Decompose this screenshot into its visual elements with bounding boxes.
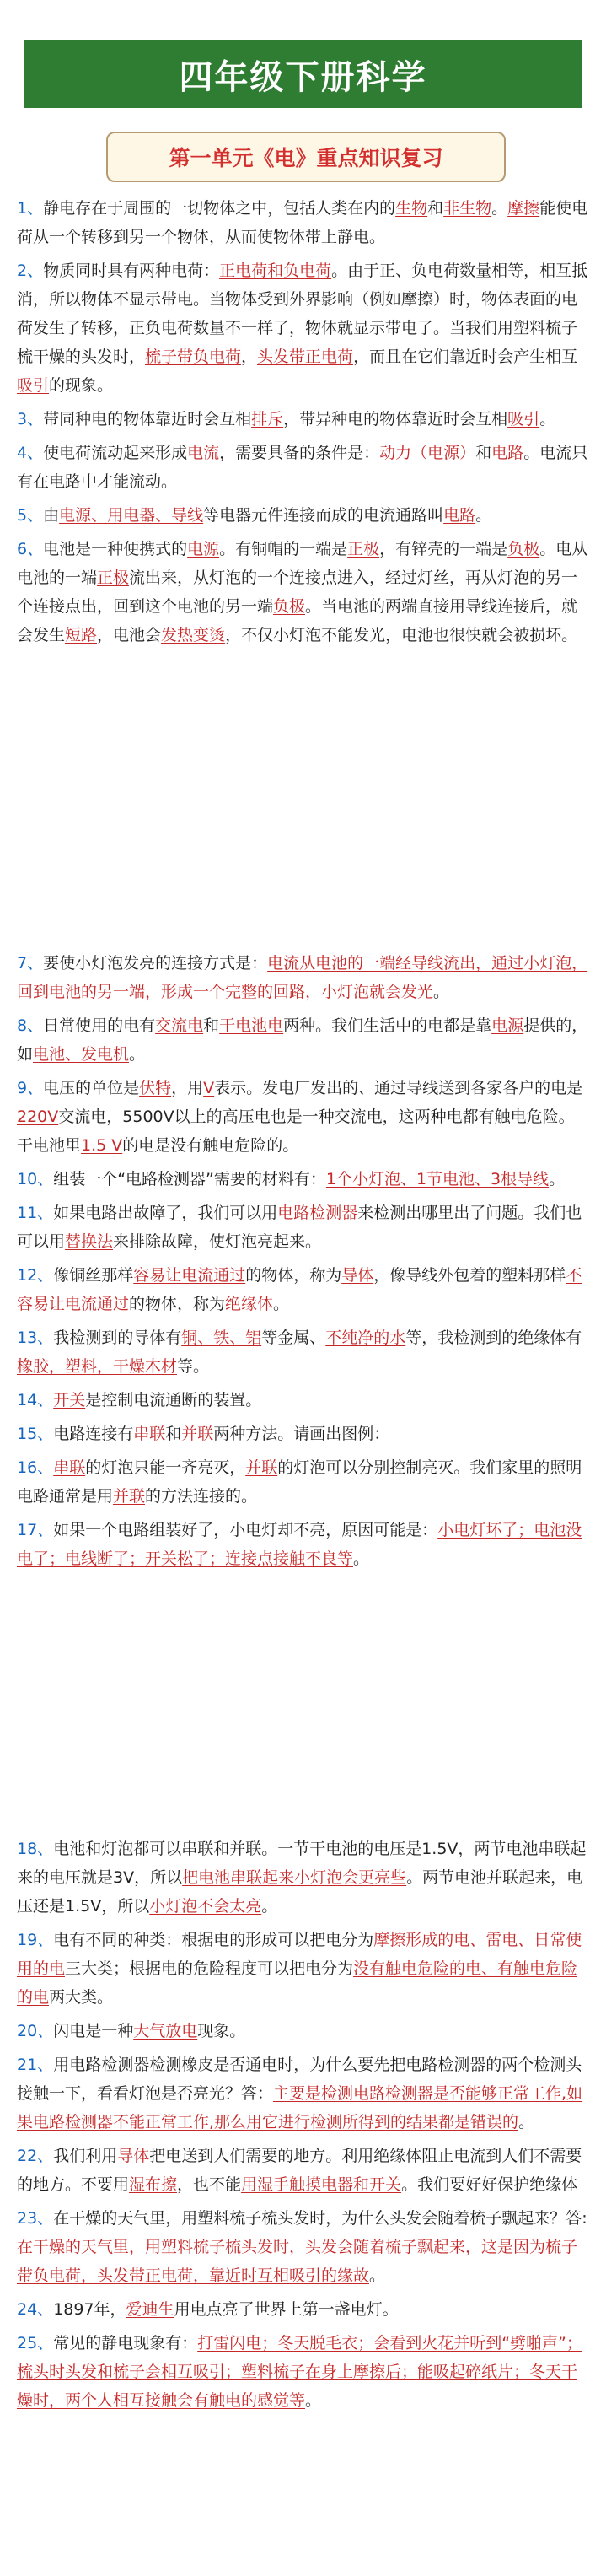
knowledge-item [17,949,590,1006]
item-text: 两大类。 [49,1988,114,2007]
item-number: 8、 [17,1016,44,1035]
item-text: 组装一个“电路检测器”需要的材料有： [53,1170,326,1188]
item-number: 18、 [17,1840,54,1858]
item-text: 如果电路出故障了，我们可以用 [53,1204,278,1222]
key-term: V [203,1079,215,1097]
knowledge-item [17,1199,590,1256]
item-text: 1897年， [53,2300,126,2319]
knowledge-item [17,2295,590,2324]
item-text: 的物体，称为 [245,1266,342,1285]
item-number: 17、 [17,1521,54,1539]
item-text: ，用 [171,1079,204,1097]
key-term: 没有触电危险的电、有触电危险的电 [17,1959,578,2007]
item-text: 。 [353,1549,370,1568]
item-text: 等金属、 [261,1328,326,1347]
key-term: 电源 [187,540,220,558]
key-term: 正极 [347,540,380,558]
key-term: 开关 [53,1391,86,1409]
page-title: 四年级下册科学 [179,57,427,97]
item-text: 。我们要好好保护绝缘体 [401,2175,578,2194]
item-text: 两种方法。请画出图例： [213,1425,390,1443]
item-number: 15、 [17,1425,54,1443]
key-term: 摩擦 [507,199,540,218]
item-number: 19、 [17,1931,54,1949]
knowledge-item [17,1074,590,1160]
knowledge-item [17,1386,590,1415]
key-term: 220V [17,1107,59,1126]
item-text: 在干燥的天气里，用塑料梳子梳头发时，为什么头发会随着梳子飘起来？答: [53,2209,587,2228]
item-number: 23、 [17,2209,54,2228]
item-text: 和 [475,444,492,462]
key-term: 电路检测器 [277,1204,358,1222]
key-term: 交流电 [155,1016,204,1035]
knowledge-item [17,535,590,649]
item-text: 电压的单位是 [43,1079,140,1097]
item-text: 能使电荷从一个转移到另一个物体，从而使物体带上静电。 [17,199,588,246]
key-term: 正电荷和负电荷 [219,261,332,280]
item-text: 两种。我们生活中的电都是靠 [283,1016,492,1035]
key-term: 1个小灯泡、1节电池、3根导线 [325,1170,550,1188]
item-text: 日常使用的电有 [43,1016,156,1035]
knowledge-item [17,194,590,251]
key-term: 短路 [65,626,98,644]
item-text: 三大类；根据电的危险程度可以把电分为 [65,1959,354,1978]
knowledge-item [17,2051,590,2137]
key-term: 绝缘体 [225,1295,274,1313]
item-text: 。 [539,410,556,428]
item-text: 用电点亮了世界上第一盏电灯。 [174,2300,399,2319]
key-term: 伏特 [139,1079,172,1097]
item-text: ，不仅小灯泡不能发光，电池也很快就会被损坏。 [225,626,578,644]
item-text: 等。 [177,1357,210,1376]
item-text: 常见的静电现象有： [53,2334,198,2352]
item-text: 和 [203,1016,220,1035]
item-text: 。 [129,1045,146,1064]
item-text: ，有锌壳的一端是 [379,540,508,558]
item-text: ，也不能 [177,2175,242,2194]
item-text: 等，我检测到的绝缘体有 [405,1328,582,1347]
key-term: 并联 [181,1425,214,1443]
item-text: 用电路检测器检测橡皮是否通电时，为什么要先把电路检测器的两个检测头接触一下，看看灯泡是否亮光？答： [17,2056,582,2103]
knowledge-item [17,1261,590,1318]
key-term: 电流从电池的一端经导线流出，通过小灯泡，回到电池的另一端，形成一个完整的回路，小灯泡就会发光 [17,954,588,1001]
knowledge-item [17,405,590,434]
knowledge-item [17,1011,590,1069]
knowledge-item [17,1835,590,1921]
knowledge-item [17,256,590,400]
key-term: 小灯泡不会太亮 [149,1897,262,1916]
knowledge-item [17,2142,590,2199]
item-text: 来排除故障，使灯泡亮起来。 [113,1232,322,1251]
key-term: 正极 [97,569,130,587]
item-number: 20、 [17,2022,54,2040]
item-text: 等电器元件连接而成的电流通路叫 [203,506,444,525]
item-text: 要使小灯泡发亮的连接方式是： [43,954,268,973]
item-text: 。 [273,1295,290,1313]
item-number: 3、 [17,410,44,428]
item-text: 的现象。 [49,376,114,395]
key-term: 负极 [507,540,540,558]
item-text: 表示。发电厂发出的、通过导线送到各家各户的电是 [214,1079,583,1097]
item-text: ，电池会 [97,626,162,644]
item-text: 现象。 [197,2022,246,2040]
key-term: 梳子带负电荷 [145,348,242,366]
key-term: 吸引 [507,410,540,428]
item-text: 。 [433,983,450,1001]
key-term: 电池、发电机 [33,1045,130,1064]
key-term: 干电池电 [219,1016,284,1035]
item-text: 的灯泡可以分别控制亮灭。我们家里的照明电路通常是用 [17,1458,582,1506]
item-number: 9、 [17,1079,44,1097]
key-term: 导体 [341,1266,374,1285]
knowledge-item [17,1323,590,1381]
item-number: 16、 [17,1458,54,1477]
item-text: 提供的，如 [17,1016,588,1064]
key-term: 爱迪生 [126,2300,174,2319]
item-text: 物质同时具有两种电荷： [43,261,220,280]
key-term: 并联 [245,1458,278,1477]
item-text: 。由于正、负电荷数量相等，相互抵消，所以物体不显示带电。当物体受到外界影响（例如摩擦）时，物体表面的电荷发生了转移，正负电荷数量不一样了，物体就显示带电了。当我们用塑料梳子梳干燥的头发时， [17,261,588,366]
knowledge-list-section-3 [17,1835,590,2420]
knowledge-item [17,2017,590,2045]
item-text: ，需要具备的条件是： [219,444,380,462]
item-text: 交流电，5500V以上的高压电也是一种交流电，这两种电都有触电危险。干电池里 [17,1107,575,1155]
item-text: 。 [549,1170,566,1188]
item-text: 静电存在于周围的一切物体之中，包括人类在内的 [43,199,396,218]
key-term: 铜、铁、铝 [181,1328,262,1347]
item-text: 。 [475,506,492,525]
item-text: ，而且在它们靠近时会产生相互 [353,348,578,366]
key-term: 摩擦形成的电、雷电、日常使用的电 [17,1931,582,1978]
item-text: 我们利用 [53,2147,118,2165]
knowledge-item [17,1926,590,2012]
item-text: 带同种电的物体靠近时会互相 [43,410,252,428]
key-term: 并联 [113,1487,146,1506]
item-text: 和 [165,1425,182,1443]
item-text: 如果一个电路组装好了，小电灯却不亮，原因可能是： [53,1521,438,1539]
item-text: 。 [369,2266,386,2285]
item-number: 24、 [17,2300,54,2319]
item-number: 10、 [17,1170,54,1188]
item-text: ， [241,348,258,366]
item-text: 是控制电流通断的装置。 [85,1391,262,1409]
key-term: 电流 [187,444,220,462]
key-term: 导体 [117,2147,150,2165]
key-term: 电路 [491,444,524,462]
item-text: 我检测到的导体有 [53,1328,182,1347]
item-text: 。电从电池的一端 [17,540,588,587]
item-text: 的方法连接的。 [145,1487,258,1506]
item-number: 25、 [17,2334,54,2352]
key-term: 把电池串联起来小灯泡会更亮些 [182,1868,407,1887]
title-banner [24,40,582,108]
key-term: 负极 [273,597,306,616]
item-text: 。当电池的两端直接用导线连接后，就会发生 [17,597,578,644]
key-term: 不容易让电流通过 [17,1266,582,1313]
item-number: 11、 [17,1204,54,1222]
item-text: 电池和灯泡都可以串联和并联。一节干电池的电压是1.5V，两节电池串联起来的电压就是3V，所以 [17,1840,587,1887]
item-text: 。两节电池并联起来，电压还是1.5V，所以 [17,1868,583,1916]
knowledge-item [17,1420,590,1448]
key-term: 小电灯坏了；电池没电了；电线断了；开关松了；连接点接触不良等 [17,1521,582,1568]
item-text: 由 [43,506,60,525]
page-subtitle: 第一单元《电》重点知识复习 [169,146,443,170]
item-number: 21、 [17,2056,54,2074]
subtitle-box [106,132,506,182]
item-number: 6、 [17,540,44,558]
key-term: 在干燥的天气里，用塑料梳子梳头发时，头发会随着梳子飘起来，这是因为梳子带负电荷，头发带正电荷，靠近时互相吸引的缘故 [17,2238,578,2285]
item-text: 。 [518,2113,535,2131]
key-term: 用湿手触摸电器和开关 [241,2175,402,2194]
key-term: 动力（电源） [379,444,476,462]
key-term: 大气放电 [133,2022,198,2040]
item-text: 闪电是一种 [53,2022,134,2040]
item-text: 电路连接有 [53,1425,134,1443]
key-term: 主要是检测电路检测器是否能够正常工作,如果电路检测器不能正常工作,那么用它进行检测所得到的结果都是错误的 [17,2084,583,2131]
item-text: 电池是一种便携式的 [43,540,188,558]
knowledge-item [17,1453,590,1511]
knowledge-item [17,2204,590,2290]
key-term: 发热变烫 [161,626,226,644]
item-text: 。有铜帽的一端是 [219,540,348,558]
key-term: 容易让电流通过 [133,1266,246,1285]
item-text: 把电送到人们需要的地方。利用绝缘体阻止电流到人们不需要的地方。不要用 [17,2147,582,2194]
item-text: 。 [491,199,508,218]
item-number: 7、 [17,954,44,973]
key-term: 湿布擦 [129,2175,178,2194]
item-text: 和 [427,199,444,218]
item-text: 来检测出哪里出了问题。我们也可以用 [17,1204,582,1251]
key-term: 橡胶，塑料，干燥木材 [17,1357,178,1376]
key-term: 串联 [53,1458,86,1477]
key-term: 不纯净的水 [325,1328,406,1347]
item-text: 。电流只有在电路中才能流动。 [17,444,588,491]
knowledge-list-section-2 [17,949,590,1578]
key-term: 打雷闪电；冬天脱毛衣；会看到火花并听到“劈啪声”；梳头时头发和梳子会相互吸引；塑料梳子在身上摩擦后；能吸起碎纸片；冬天干燥时，两个人相互接触会有触电的感觉等 [17,2334,582,2410]
key-term: 电源 [491,1016,524,1035]
item-number: 5、 [17,506,44,525]
item-number: 2、 [17,261,44,280]
item-number: 14、 [17,1391,54,1409]
key-term: 1.5 V [81,1136,123,1155]
key-term: 替换法 [65,1232,114,1251]
item-text: ，像导线外包着的塑料那样 [373,1266,566,1285]
item-text: 电有不同的种类：根据电的形成可以把电分为 [53,1931,374,1949]
item-text: 的电是没有触电危险的。 [122,1136,299,1155]
key-term: 非生物 [443,199,492,218]
key-term: 排斥 [251,410,284,428]
item-number: 12、 [17,1266,54,1285]
key-term: 头发带正电荷 [257,348,354,366]
knowledge-item [17,501,590,530]
key-term: 电源、用电器、导线 [59,506,204,525]
knowledge-item [17,439,590,496]
key-term: 生物 [395,199,428,218]
item-text: 使电荷流动起来形成 [43,444,188,462]
item-number: 22、 [17,2147,54,2165]
knowledge-item [17,1516,590,1573]
key-term: 串联 [133,1425,166,1443]
item-text: 流出来，从灯泡的一个连接点进入，经过灯丝，再从灯泡的另一个连接点出，回到这个电池的另一端 [17,569,578,616]
item-text: 。 [305,2391,322,2410]
item-text: 的物体，称为 [129,1295,226,1313]
knowledge-list-section-1 [17,194,590,655]
knowledge-item [17,2329,590,2415]
knowledge-item [17,1165,590,1194]
key-term: 电路 [443,506,476,525]
key-term: 吸引 [17,376,50,395]
item-number: 13、 [17,1328,54,1347]
item-text: ，带异种电的物体靠近时会互相 [283,410,508,428]
item-number: 1、 [17,199,44,218]
item-number: 4、 [17,444,44,462]
item-text: 。 [261,1897,278,1916]
item-text: 像铜丝那样 [53,1266,134,1285]
item-text: 的灯泡只能一齐亮灭， [85,1458,246,1477]
